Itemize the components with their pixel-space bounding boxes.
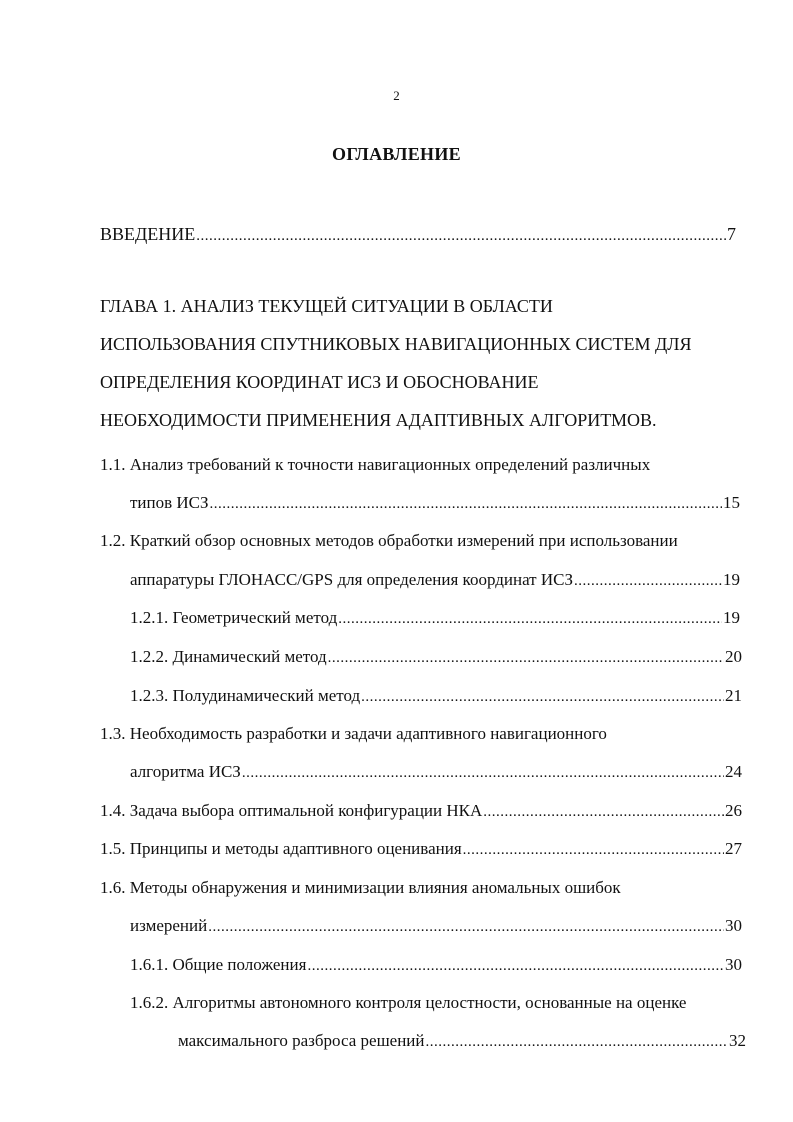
toc-entry-1-1-line-1: 1.1. Анализ требований к точности навигационных определений различных	[100, 455, 651, 474]
toc-entry-1-3-line-1: 1.3. Необходимость разработки и задачи адаптивного навигационного	[100, 724, 607, 743]
toc-entry-1-6-1: 1.6.1. Общие положения ..... 30	[130, 952, 742, 978]
toc-entry-1-4: 1.4. Задача выбора оптимальной конфигурации НКА ..... 26	[100, 798, 742, 824]
toc-entry-1-2-3: 1.2.3. Полудинамический метод ..... 21	[130, 683, 742, 709]
toc-entry-1-1: типов ИСЗ ..... 15	[130, 490, 740, 516]
toc-entry-1-2-2: 1.2.2. Динамический метод ..... 20	[130, 644, 742, 670]
chapter-1-line-2: ИСПОЛЬЗОВАНИЯ СПУТНИКОВЫХ НАВИГАЦИОННЫХ СИСТЕМ ДЛЯ	[100, 334, 692, 354]
toc-entry-1-6-2: максимального разброса решений ..... 32	[178, 1028, 746, 1054]
toc-entry-1-2-1: 1.2.1. Геометрический метод ..... 19	[130, 605, 740, 631]
page-number: 2	[393, 88, 400, 103]
toc-entry-introduction: ВВЕДЕНИЕ ..... 7	[100, 221, 736, 247]
toc-entry-1-5: 1.5. Принципы и методы адаптивного оценивания ..... 27	[100, 836, 742, 862]
toc-entry-1-6: измерений ..... 30	[130, 913, 742, 939]
chapter-1-line-4: НЕОБХОДИМОСТИ ПРИМЕНЕНИЯ АДАПТИВНЫХ АЛГОРИТМОВ.	[100, 410, 657, 430]
chapter-1-line-1: ГЛАВА 1. АНАЛИЗ ТЕКУЩЕЙ СИТУАЦИИ В ОБЛАСТИ	[100, 296, 553, 316]
toc-entry-1-2: аппаратуры ГЛОНАСС/GPS для определения координат ИСЗ ..... 19	[130, 567, 740, 593]
toc-entry-1-3: алгоритма ИСЗ ..... 24	[130, 759, 742, 785]
toc-entry-1-6-line-1: 1.6. Методы обнаружения и минимизации влияния аномальных ошибок	[100, 878, 621, 897]
toc-title: ОГЛАВЛЕНИЕ	[332, 144, 461, 164]
chapter-1-line-3: ОПРЕДЕЛЕНИЯ КООРДИНАТ ИСЗ И ОБОСНОВАНИЕ	[100, 372, 539, 392]
toc-entry-1-6-2-line-1: 1.6.2. Алгоритмы автономного контроля целостности, основанные на оценке	[130, 993, 687, 1012]
toc-entry-1-2-line-1: 1.2. Краткий обзор основных методов обработки измерений при использовании	[100, 531, 678, 550]
